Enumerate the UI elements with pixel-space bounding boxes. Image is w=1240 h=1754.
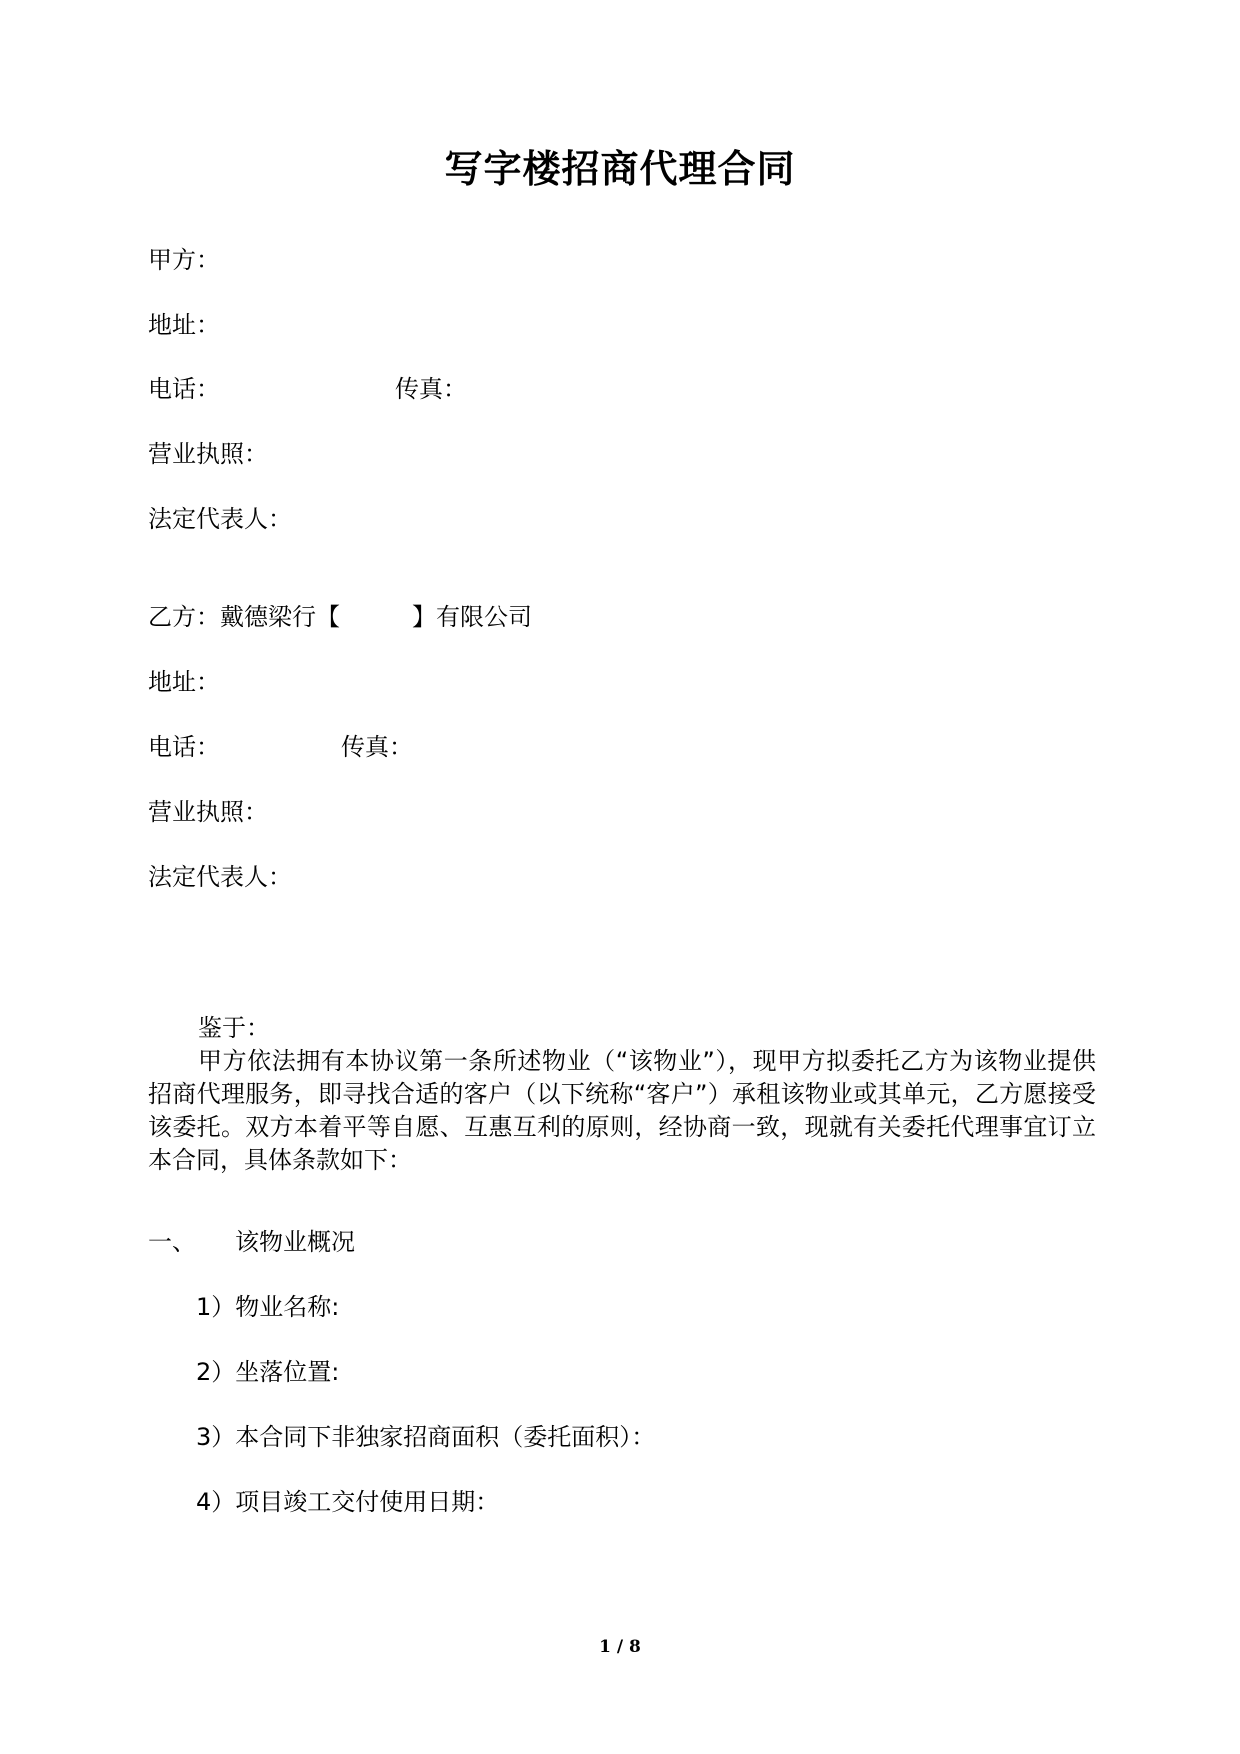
- section-1-item: 2）坐落位置:: [196, 1358, 340, 1386]
- document-title: 写字楼招商代理合同: [444, 147, 796, 191]
- section-1-number: 一、: [148, 1228, 196, 1256]
- party-a-address-label: 地址：: [148, 311, 220, 339]
- page-number: 1 / 8: [599, 1637, 641, 1657]
- party-b-name-label: 乙方：戴德梁行【 】有限公司: [148, 603, 532, 631]
- party-a-rep-label: 法定代表人：: [148, 505, 292, 533]
- whereas-paragraph: 甲方依法拥有本协议第一条所述物业（“该物业”），现甲方拟委托乙方为该物业提供招商代理服务，即寻找合适的客户（以下统称“客户”）承租该物业或其单元，乙方愿接受该委托。双方本着平等自愿、互惠互利的原则，经协商一致，现就有关委托代理事宜订立本合同，具体条款如下：: [148, 1047, 1096, 1174]
- party-b-address-label: 地址：: [148, 668, 220, 696]
- section-1-item: 3）本合同下非独家招商面积（委托面积）：: [196, 1423, 656, 1451]
- party-b-phone-label: 电话：: [148, 733, 220, 761]
- party-b-rep-label: 法定代表人：: [148, 863, 292, 891]
- section-1-heading: 该物业概况: [235, 1228, 355, 1256]
- party-a-name-label: 甲方：: [148, 246, 220, 274]
- section-1-item: 1）物业名称:: [196, 1293, 340, 1321]
- party-a-fax-label: 传真：: [395, 375, 467, 403]
- section-1-item: 4）项目竣工交付使用日期：: [196, 1488, 500, 1516]
- party-b-license-label: 营业执照：: [148, 798, 268, 826]
- party-a-phone-label: 电话：: [148, 375, 220, 403]
- whereas-label: 鉴于：: [198, 1014, 270, 1042]
- party-a-license-label: 营业执照：: [148, 440, 268, 468]
- party-b-fax-label: 传真：: [341, 733, 413, 761]
